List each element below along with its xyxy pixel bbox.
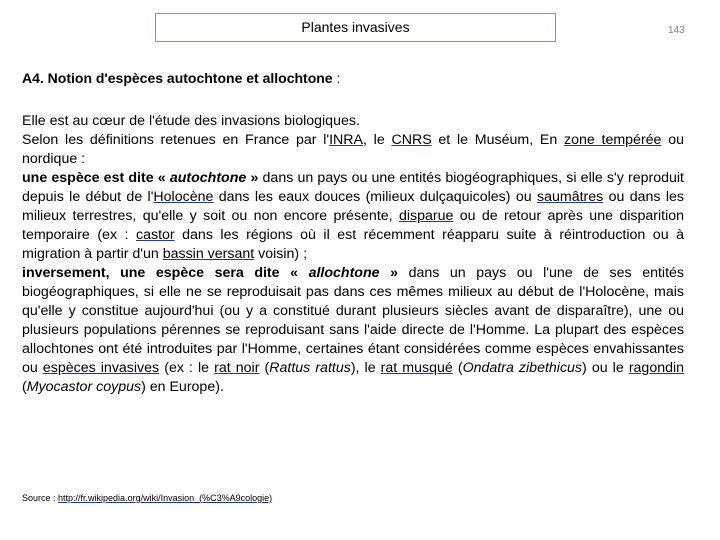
bold-text (22, 170, 258, 186)
link-castor[interactable]: castor (136, 227, 175, 243)
term-autochtone: autochtone (169, 170, 247, 186)
link-rat-noir[interactable]: rat noir (214, 360, 260, 376)
text-run: » (379, 265, 398, 281)
link-cnrs[interactable]: CNRS (391, 132, 432, 148)
source-label: Source : (22, 493, 59, 503)
species-name: Myocastor coypus (26, 379, 142, 395)
page-header-title: Plantes invasives (301, 19, 410, 35)
text-run: dans les eaux douces (milieux dulçaquicoles) ou (213, 189, 537, 205)
text-run: ) en Europe). (141, 379, 224, 395)
bold-text (22, 265, 398, 281)
text-run: ( (452, 360, 463, 376)
species-name: Ondatra zibethicus (462, 360, 583, 376)
text-run: dans les régions où il est récemment réapparu suite à réintroduction ou à migration à partir d'un (22, 227, 684, 262)
text-run: ), le (350, 360, 381, 376)
text-run: voisin) ; (254, 246, 308, 262)
species-name: Rattus rattus (269, 360, 351, 376)
link-ragondin[interactable]: ragondin (628, 360, 685, 376)
paragraph-intro: Elle est au cœur de l'étude des invasions biologiques. (22, 113, 360, 129)
page-number: 143 (668, 25, 685, 36)
source-url-link[interactable]: http://fr.wikipedia.org/wiki/Invasion_(%C3%A9cologie) (58, 493, 273, 503)
text-run: inversement, une espèce sera dite « (22, 265, 309, 281)
paragraph-autochtone (22, 169, 684, 264)
link-saumatres[interactable]: saumâtres (537, 189, 604, 205)
link-rat-musque[interactable]: rat musqué (380, 360, 453, 376)
text-run: ou de retour après une disparition temporaire (ex : (22, 208, 685, 243)
link-zone-temperee[interactable]: zone tempérée (564, 132, 662, 148)
link-disparue[interactable]: disparue (398, 208, 454, 224)
text-run: (ex : le (159, 360, 215, 376)
text-run: ou nordique : (22, 132, 684, 167)
paragraph-definitions (22, 131, 684, 169)
link-inra[interactable]: INRA (329, 132, 363, 148)
term-allochtone: allochtone (308, 265, 380, 281)
text-run: dans un pays ou une entités biogéographiques, si elle s'y reproduit depuis le début de l' (22, 170, 684, 205)
text-run: ( (22, 379, 27, 395)
text-run: ou dans les milieux terrestres, qu'elle y soit ou non encore présente, (22, 189, 684, 224)
link-holocene[interactable]: Holocène (153, 189, 214, 205)
text-run: Selon les définitions retenues en France par l' (22, 132, 330, 148)
section-heading-text: A4. Notion d'espèces autochtone et allochtone (22, 70, 333, 86)
paragraph-allochtone (22, 264, 684, 397)
text-run: ( (259, 360, 270, 376)
text-run: , le (362, 132, 392, 148)
text-run: » (246, 170, 259, 186)
text-run: et le Muséum, En (431, 132, 564, 148)
link-especes-invasives[interactable]: espèces invasives (42, 360, 160, 376)
section-heading (22, 70, 340, 86)
text-run: ) ou le (582, 360, 629, 376)
source-citation (22, 493, 272, 503)
section-heading-colon: : (332, 70, 341, 86)
link-bassin-versant[interactable]: bassin versant (162, 246, 255, 262)
body-text (22, 112, 684, 397)
header-title-box (155, 13, 556, 42)
text-run: une espèce est dite « (22, 170, 170, 186)
text-run: dans un pays ou l'une de ses entités biogéographiques, si elle ne se reproduisait pas dans ces mêmes milieux au début de l'Holocène, mais qu'elle y constitue aujourd'hui (ou y a constitué durant plusieurs siècles avant de disparaître), une ou plusieurs populations pérennes se reproduisant sans l'aide directe de l'Homme. La plupart des espèces allochtones ont été introduites par l'Homme, certaines étant considérées comme espèces envahissantes ou (22, 265, 685, 376)
